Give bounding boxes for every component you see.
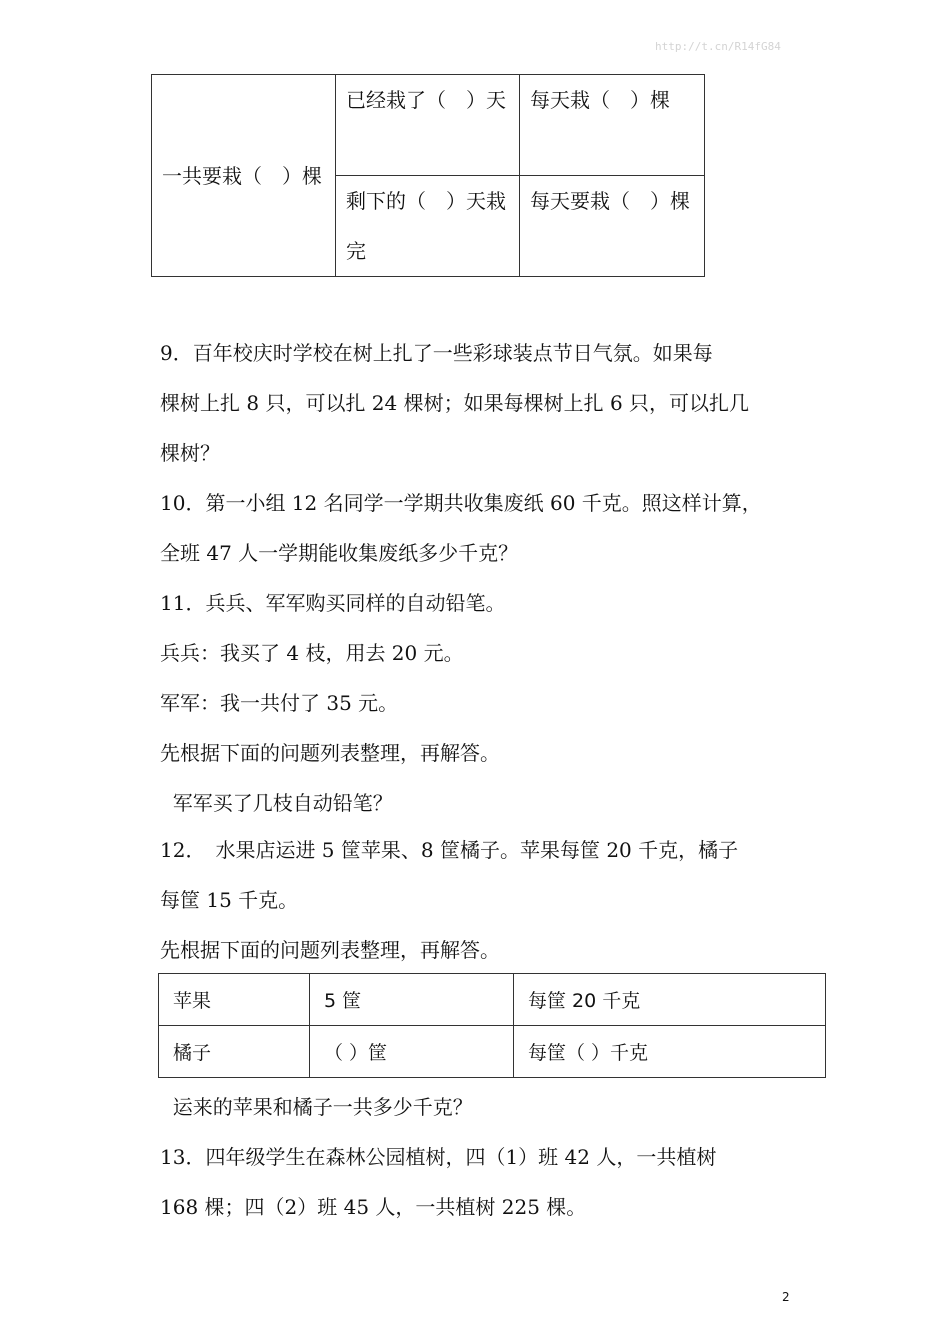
days-planted-cell: 已经栽了（ ）天 — [336, 75, 520, 176]
table-cell: （ ）筐 — [310, 1026, 514, 1078]
question-10: 10．第一小组 12 名同学一学期共收集废纸 60 千克。照这样计算， 全班 47 人一学期能收集废纸多少千克？ — [160, 491, 762, 565]
table-cell: 5 筐 — [310, 974, 514, 1026]
page-number: 2 — [782, 1290, 790, 1304]
daily-planted-cell: 每天栽（ ）棵 — [520, 75, 705, 176]
total-trees-cell: 一共要栽（ ）棵 — [152, 75, 336, 277]
table-cell: 每筐 20 千克 — [514, 974, 826, 1026]
fruit-table — [158, 973, 826, 1078]
table-row — [159, 1026, 826, 1078]
table-row — [159, 974, 826, 1026]
table-cell: 苹果 — [159, 974, 310, 1026]
question-12: 12． 水果店运进 5 筐苹果、8 筐橘子。苹果每筐 20 千克，橘子 每筐 15 千克。 先根据下面的问题列表整理，再解答。 — [160, 838, 739, 962]
daily-required-cell: 每天要栽（ ）棵 — [520, 176, 705, 277]
remaining-days-cell: 剩下的（ ）天栽完 — [336, 176, 520, 277]
table-cell: 每筐（ ）千克 — [514, 1026, 826, 1078]
table-cell: 橘子 — [159, 1026, 310, 1078]
question-9: 9．百年校庆时学校在树上扎了一些彩球装点节日气氛。如果每 棵树上扎 8 只，可以扎 24 棵树；如果每棵树上扎 6 只，可以扎几 棵树？ — [160, 341, 750, 465]
question-13: 13．四年级学生在森林公园植树，四（1）班 42 人，一共植树 168 棵；四（2）班 45 人，一共植树 225 棵。 — [160, 1145, 717, 1219]
planting-table — [151, 74, 705, 277]
watermark-url: http://t.cn/R14fG84 — [655, 40, 781, 53]
question-11: 11．兵兵、军军购买同样的自动铅笔。 兵兵：我买了 4 枝，用去 20 元。 军军：我一共付了 35 元。 先根据下面的问题列表整理，再解答。 军军买了几枝自动铅笔？ — [160, 591, 506, 815]
question-12-prompt: 运来的苹果和橘子一共多少千克？ — [160, 1095, 473, 1119]
